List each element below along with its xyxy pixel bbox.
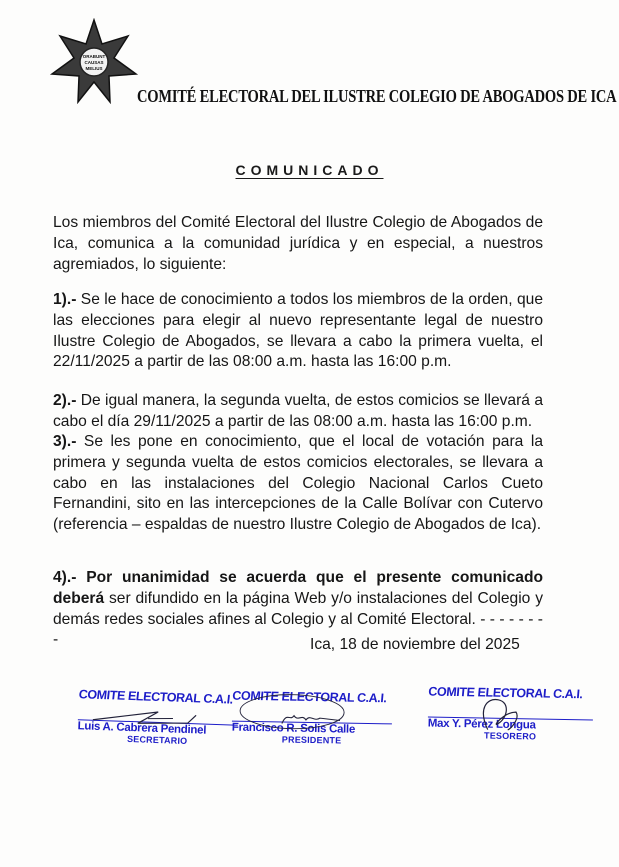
item-1-paragraph <box>53 290 543 373</box>
signature-scribble-icon <box>77 701 238 737</box>
signature-stamp-president <box>232 689 393 747</box>
item-text: De igual manera, la segunda vuelta, de estos comicios se llevará a cabo el día 29/11/2025 a partir de las 08:00 a.m. hasta las 16:00 p.m. <box>53 392 543 430</box>
intro-paragraph: Los miembros del Comité Electoral del Ilustre Colegio de Abogados de Ica, comunica a la comunidad jurídica y en especial, a nuestros agremiados, lo siguiente: <box>53 214 543 273</box>
signature-scribble-icon <box>231 688 393 734</box>
signer-name: Francisco R. Solis Calle <box>231 721 356 736</box>
star-logo-icon <box>48 18 140 104</box>
committee-title: COMITÉ ELECTORAL DEL ILUSTRE COLEGIO DE ABOGADOS DE ICA <box>137 87 617 107</box>
stamp-header: COMITE ELECTORAL C.A.I. <box>78 687 234 707</box>
signature-scribble-icon <box>428 689 594 734</box>
svg-text:CAUSAS: CAUSAS <box>84 60 104 65</box>
item-bold-text: Por unanimidad se acuerda que el presente comunicado deberá <box>53 569 543 607</box>
item-2-paragraph <box>53 391 543 433</box>
signer-name: Max Y. Pérez Longua <box>427 717 536 732</box>
item-number: 3).- <box>53 433 77 450</box>
item-number: 1).- <box>53 291 77 308</box>
svg-text:MELIUS: MELIUS <box>85 66 103 71</box>
document-heading <box>0 162 619 178</box>
item-text: Se les pone en conocimiento, que el local de votación para la primera y segunda vuelta de estos comicios electorales, se llevara a cabo en las instalaciones del Colegio Nacional Carlos Cueto Fernandini, sito en las intercepciones de la Calle Bolívar con Cutervo (referencia – espaldas de nuestro Ilustre Colegio de Abogados de Ica). <box>53 433 543 534</box>
signer-name: Luis A. Cabrera Pendinel <box>77 720 207 737</box>
signature-stamp-treasurer <box>428 685 594 743</box>
stamp-header: COMITE ELECTORAL C.A.I. <box>427 684 584 702</box>
place-date: Ica, 18 de noviembre del 2025 <box>310 636 520 653</box>
item-text: ser difundido en la página Web y/o instalaciones del Colegio y demás redes sociales afines al Colegio y al Comité Electoral. - - - - - - - - <box>53 589 543 649</box>
svg-text:ORABUNT: ORABUNT <box>82 54 106 59</box>
heading-text: COMUNICADO <box>235 162 384 178</box>
signer-role: PRESIDENTE <box>281 734 342 746</box>
signature-stamp-secretary <box>77 687 239 748</box>
item-number: 4).- <box>53 569 77 586</box>
item-number: 2).- <box>53 392 77 409</box>
signer-role: SECRETARIO <box>126 733 188 747</box>
item-text: Se le hace de conocimiento a todos los miembros de la orden, que las elecciones para elegir al nuevo representante legal de nuestro Ilustre Colegio de Abogados, se llevara a cabo la primera vuelta, el 22/11/2025 a partir de las 08:00 a.m. hasta las 16:00 p.m. <box>53 291 543 371</box>
signer-role: TESORERO <box>483 730 537 742</box>
stamp-header: COMITE ELECTORAL C.A.I. <box>231 688 388 706</box>
item-3-paragraph <box>53 432 543 536</box>
